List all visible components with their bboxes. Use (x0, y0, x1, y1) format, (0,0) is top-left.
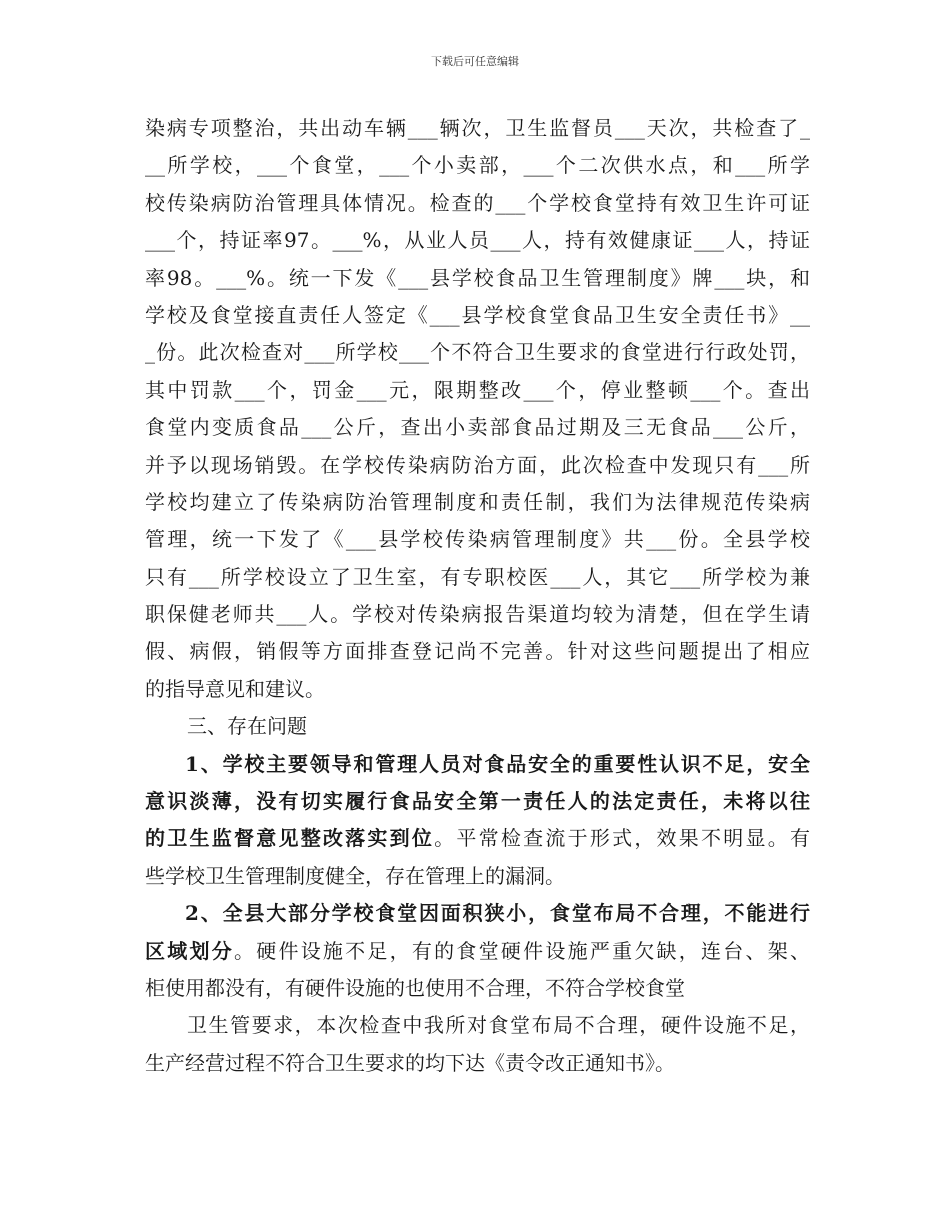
item2-bold-text: 区域划分 (145, 938, 234, 963)
body-line: 学校及食堂接直责任人签定《___县学校食堂食品卫生安全责任书》__ (145, 302, 810, 327)
item1-line: 些学校卫生管理制度健全，存在管理上的漏洞。 (145, 863, 565, 888)
closing-line: 生产经营过程不符合卫生要求的均下达《责令改正通知书》。 (145, 1050, 675, 1075)
body-line: 假、病假，销假等方面排查登记尚不完善。针对这些问题提出了相应 (145, 639, 810, 664)
section-heading: 三、存在问题 (187, 714, 307, 739)
item2-line: 2、全县大部分学校食堂因面积狭小，食堂布局不合理，不能进行 (185, 901, 810, 926)
page-header: 下载后可任意编辑 (431, 55, 519, 68)
closing-line: 卫生管要求，本次检查中我所对食堂布局不合理，硬件设施不足， (187, 1013, 810, 1038)
body-line: 食堂内变质食品___公斤，查出小卖部食品过期及三无食品___公斤， (145, 415, 810, 440)
body-line: 学校均建立了传染病防治管理制度和责任制，我们为法律规范传染病 (145, 489, 810, 514)
body-line: ___个，持证率97。___%，从业人员___人，持有效健康证___人，持证 (145, 228, 810, 253)
body-line: _份。此次检查对___所学校___个不符合卫生要求的食堂进行行政处罚， (145, 340, 810, 365)
item1-line (145, 820, 810, 857)
body-line: 只有___所学校设立了卫生室，有专职校医___人，其它___所学校为兼 (145, 564, 810, 589)
item1-normal-text: 。平常检查流于形式，效果不明显。有 (434, 826, 811, 851)
item2-line: 柜使用都没有，有硬件设施的也使用不合理，不符合学校食堂 (145, 975, 685, 1000)
item2-line (145, 933, 810, 970)
item1-line: 1、学校主要领导和管理人员对食品安全的重要性认识不足，安全 (185, 751, 810, 776)
item1-bold-text: 的卫生监督意见整改落实到位 (145, 826, 435, 851)
body-line: __所学校，___个食堂，___个小卖部，___个二次供水点，和___所学 (145, 153, 810, 178)
item1-line: 意识淡薄，没有切实履行食品安全第一责任人的法定责任，未将以往 (145, 789, 810, 814)
body-line: 率98。___%。统一下发《___县学校食品卫生管理制度》牌___块，和 (145, 265, 810, 290)
document-body (145, 110, 810, 1082)
body-line: 染病专项整治，共出动车辆___辆次，卫生监督员___天次，共检查了_ (145, 116, 810, 140)
body-line: 其中罚款___个，罚金___元，限期整改___个，停业整顿___个。查出 (145, 377, 810, 402)
item2-normal-text: 。硬件设施不足，有的食堂硬件设施严重欠缺，连台、架、 (233, 938, 811, 963)
body-line: 的指导意见和建议。 (145, 676, 325, 701)
body-line: 并予以现场销毁。在学校传染病防治方面，此次检查中发现只有___所 (145, 452, 810, 477)
body-line: 职保健老师共___人。学校对传染病报告渠道均较为清楚，但在学生请 (145, 602, 810, 627)
body-line: 校传染病防治管理具体情况。检查的___个学校食堂持有效卫生许可证 (145, 190, 810, 215)
body-line: 管理，统一下发了《___县学校传染病管理制度》共___份。全县学校 (145, 527, 810, 552)
